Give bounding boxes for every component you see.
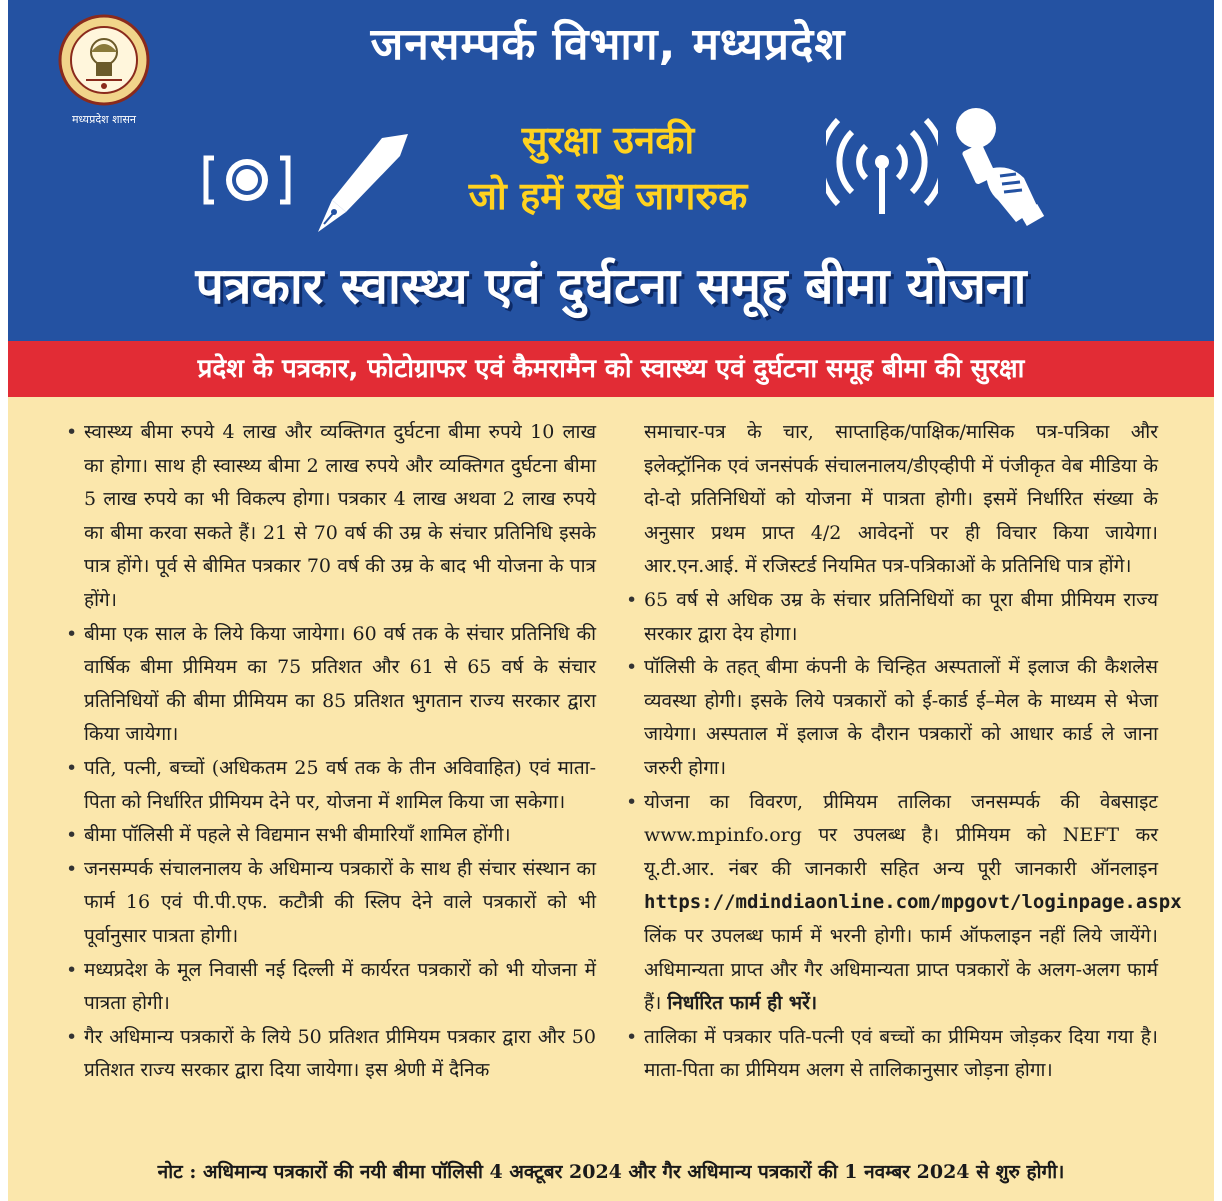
list-item: • बीमा एक साल के लिये किया जायेगा। 60 वर्ष तक के संचार प्रतिनिधि की वार्षिक बीमा प्रीमियम का 75 प्रतिशत और 61 से 65 वर्ष के संचार प्रतिनिधियों की बीमा प्रीमियम का 85 प्रतिशत भुगतान राज्य सरकार द्वारा किया जायेगा। [66,618,596,752]
list-item: • पॉलिसी के तहत् बीमा कंपनी के चिन्हित अस्पतालों में इलाज की कैशलेस व्यवस्था होगी। इसके लिये पत्रकारों को ई-कार्ड ई–मेल के माध्यम से भेजा जायेगा। अस्पताल में इलाज के दौरान पत्रकारों को आधार कार्ड ले जाना जरुरी होगा। [626,651,1158,785]
slogan-line-1: सुरक्षा उनकी [521,118,695,162]
header-section [8,0,1214,341]
mp-government-emblem-icon [58,14,150,106]
list-item: • स्वास्थ्य बीमा रुपये 4 लाख और व्यक्तिगत दुर्घटना बीमा रुपये 10 लाख का होगा। साथ ही स्वास्थ्य बीमा 2 लाख रुपये और व्यक्तिगत दुर्घटना बीमा 5 लाख रुपये का भी विकल्प होगा। पत्रकार 4 लाख अथवा 2 लाख रुपये का बीमा करवा सकते हैं। 21 से 70 वर्ष की उम्र के संचार प्रतिनिधि इसके पात्र होंगे। पूर्व से बीमित पत्रकार 70 वर्ष की उम्र के बाद भी योजना के पात्र होंगे। [66,416,596,618]
list-item: • 65 वर्ष से अधिक उम्र के संचार प्रतिनिधियों का पूरा बीमा प्रीमियम राज्य सरकार द्वारा देय होगा। [626,584,1158,651]
microphone-in-hand-icon [946,104,1046,228]
scheme-title: पत्रकार स्वास्थ्य एवं दुर्घटना समूह बीमा योजना [195,257,1027,315]
list-item: • पति, पत्नी, बच्चों (अधिकतम 25 वर्ष तक के तीन अविवाहित) एवं माता-पिता को निर्धारित प्रीमियम देने पर, योजना में शामिल किया जा सकेगा। [66,752,596,819]
form-emphasis: निर्धारित फार्म ही भरें। [667,992,818,1015]
scheme-details-text: योजना का विवरण, प्रीमियम तालिका जनसम्पर्क की वेबसाइट www.mpinfo.org पर उपलब्ध है। प्रीमियम को NEFT कर यू.टी.आर. नंबर की जानकारी सहित अन्य पूरी जानकारी ऑनलाइन [644,790,1158,880]
footer-note: नोट : अधिमान्य पत्रकारों की नयी बीमा पॉलिसी 4 अक्टूबर 2024 और गैर अधिमान्य पत्रकारों की 1 नवम्बर 2024 से शुरु होगी। [157,1161,1065,1183]
list-item-continuation: समाचार-पत्र के चार, साप्ताहिक/पाक्षिक/मासिक पत्र-पत्रिका और इलेक्ट्रॉनिक एवं जनसंपर्क संचालनालय/डीएव्हीपी में पंजीकृत वेब मीडिया के दो-दो प्रतिनिधियों को योजना में पात्रता होगी। इसमें निर्धारित संख्या के अनुसार प्रथम प्राप्त 4/2 आवेदनों पर ही विचार किया जायेगा। आर.एन.आई. में रजिस्टर्ड नियमित पत्र-पत्रिकाओं के प्रतिनिधि पात्र होंगे। [644,421,1158,578]
slogan-line-2: जो हमें रखें जागरुक [468,174,748,218]
subtitle-banner: प्रदेश के पत्रकार, फोटोग्राफर एवं कैमरामैन को स्वास्थ्य एवं दुर्घटना समूह बीमा की सुरक्षा [8,341,1214,397]
left-column [66,416,596,1088]
emblem-caption: मध्यप्रदेश शासन [71,113,137,126]
list-item: • बीमा पॉलिसी में पहले से विद्यमान सभी बीमारियाँ शामिल होंगी। [66,819,596,853]
list-item: • तालिका में पत्रकार पति-पत्नी एवं बच्चों का प्रीमियम जोड़कर दिया गया है। माता-पिता का प्रीमियम अलग से तालिकानुसार जोड़ना होगा। [626,1021,1158,1088]
list-item: • जनसम्पर्क संचालनालय के अधिमान्य पत्रकारों के साथ ही संचार संस्थान का फार्म 16 एवं पी.पी.एफ. कटौत्री की स्लिप देने वाले पत्रकारों को भी पूर्वानुसार पात्रता होगी। [66,853,596,954]
registration-link[interactable]: https://mdindiaonline.com/mpgovt/loginpage.aspx [644,891,1182,914]
form-instructions-text: लिंक पर उपलब्ध फार्म में भरनी होगी। फार्म ऑफलाइन नहीं लिये जायेंगे। अधिमान्यता प्राप्त और गैर अधिमान्यता प्राप्त पत्रकारों के अलग-अलग फार्म हैं। [644,924,1158,1015]
right-column [626,416,1182,1088]
camera-icon [200,152,294,208]
list-item: • गैर अधिमान्य पत्रकारों के लिये 50 प्रतिशत प्रीमियम पत्रकार द्वारा और 50 प्रतिशत राज्य सरकार द्वारा दिया जायेगा। इस श्रेणी में दैनिक [66,1021,596,1088]
department-title: जनसम्पर्क विभाग, मध्यप्रदेश [370,19,846,70]
list-item [626,786,1182,1021]
broadcast-signal-icon [826,116,938,218]
list-item: • मध्यप्रदेश के मूल निवासी नई दिल्ली में कार्यरत पत्रकारों को भी योजना में पात्रता होगी। [66,954,596,1021]
slogan [368,112,848,224]
advertisement-page [8,0,1214,1201]
